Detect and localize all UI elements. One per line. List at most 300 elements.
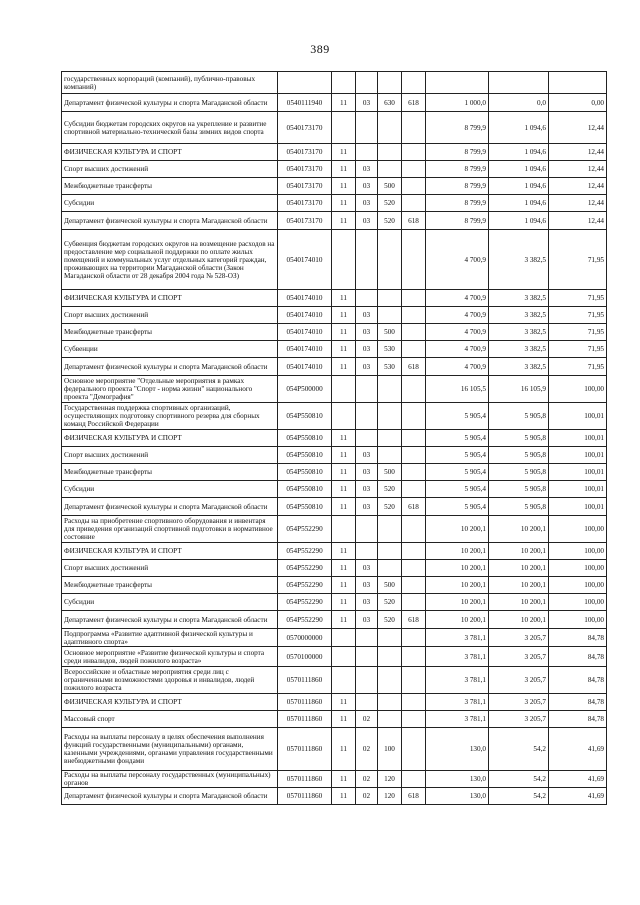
expense-type-code <box>378 161 402 178</box>
expense-type-code <box>378 543 402 560</box>
subsection-code: 03 <box>356 212 378 230</box>
actual-amount: 3 382,5 <box>489 358 549 376</box>
subsection-code: 03 <box>356 611 378 629</box>
target-code: 054P500000 <box>278 376 332 403</box>
admin-code <box>402 112 426 144</box>
expense-type-code <box>378 711 402 728</box>
planned-amount: 5 905,4 <box>426 464 489 481</box>
table-row <box>62 543 607 560</box>
section-code: 11 <box>332 161 356 178</box>
row-name: Субсидии <box>62 594 278 611</box>
table-row <box>62 341 607 358</box>
target-code: 054P552290 <box>278 594 332 611</box>
admin-code <box>402 577 426 594</box>
section-code: 11 <box>332 94 356 112</box>
planned-amount: 3 781,1 <box>426 667 489 694</box>
actual-amount: 3 382,5 <box>489 290 549 307</box>
table-row <box>62 307 607 324</box>
subsection-code <box>356 694 378 711</box>
admin-code <box>402 543 426 560</box>
planned-amount: 16 105,5 <box>426 376 489 403</box>
row-name: Субвенция бюджетам городских округов на возмещение расходов на предоставление мер социальной поддержки по оплате жилых помещений и коммунальных услуг отдельных категорий граждан, проживающих на территории Магаданской области (Закон Магаданской области от 28 декабря 2004 года № 528-ОЗ) <box>62 230 278 290</box>
admin-code <box>402 629 426 647</box>
subsection-code: 03 <box>356 594 378 611</box>
execution-percent: 12,44 <box>549 144 607 161</box>
execution-percent: 71,95 <box>549 341 607 358</box>
actual-amount: 5 905,8 <box>489 464 549 481</box>
row-name: государственных корпораций (компаний), публично-правовых компаний) <box>62 72 278 94</box>
table-row <box>62 324 607 341</box>
table-row <box>62 72 607 94</box>
planned-amount: 3 781,1 <box>426 647 489 667</box>
target-code <box>278 72 332 94</box>
admin-code <box>402 560 426 577</box>
table-row <box>62 711 607 728</box>
row-name: Субвенции <box>62 341 278 358</box>
subsection-code: 03 <box>356 498 378 516</box>
target-code: 0540174010 <box>278 307 332 324</box>
section-code: 11 <box>332 195 356 212</box>
row-name: Межбюджетные трансферты <box>62 464 278 481</box>
table-row <box>62 447 607 464</box>
admin-code <box>402 230 426 290</box>
admin-code <box>402 376 426 403</box>
section-code <box>332 230 356 290</box>
admin-code <box>402 403 426 430</box>
planned-amount: 8 799,9 <box>426 112 489 144</box>
planned-amount: 130,0 <box>426 788 489 805</box>
table-row <box>62 788 607 805</box>
admin-code <box>402 195 426 212</box>
planned-amount: 8 799,9 <box>426 212 489 230</box>
table-row <box>62 112 607 144</box>
actual-amount: 1 094,6 <box>489 212 549 230</box>
admin-code: 618 <box>402 212 426 230</box>
admin-code <box>402 711 426 728</box>
section-code: 11 <box>332 341 356 358</box>
expense-type-code: 520 <box>378 498 402 516</box>
section-code <box>332 667 356 694</box>
target-code: 0570111860 <box>278 694 332 711</box>
expense-type-code <box>378 403 402 430</box>
section-code: 11 <box>332 144 356 161</box>
target-code: 0540173170 <box>278 144 332 161</box>
execution-percent: 12,44 <box>549 195 607 212</box>
row-name: Расходы на приобретение спортивного оборудования и инвентаря для приведения организаций спортивной подготовки в нормативное состояние <box>62 516 278 543</box>
admin-code <box>402 481 426 498</box>
execution-percent: 100,01 <box>549 481 607 498</box>
actual-amount <box>489 72 549 94</box>
table-row <box>62 358 607 376</box>
expense-type-code: 630 <box>378 94 402 112</box>
table-row <box>62 144 607 161</box>
expense-type-code: 520 <box>378 611 402 629</box>
planned-amount: 4 700,9 <box>426 341 489 358</box>
row-name: Департамент физической культуры и спорта Магаданской области <box>62 212 278 230</box>
admin-code <box>402 647 426 667</box>
admin-code: 618 <box>402 94 426 112</box>
row-name: Спорт высших достижений <box>62 560 278 577</box>
subsection-code: 03 <box>356 560 378 577</box>
table-row <box>62 178 607 195</box>
expense-type-code: 500 <box>378 577 402 594</box>
planned-amount: 10 200,1 <box>426 577 489 594</box>
row-name: Субсидии <box>62 195 278 212</box>
target-code: 0570111860 <box>278 728 332 771</box>
planned-amount: 130,0 <box>426 771 489 788</box>
section-code <box>332 376 356 403</box>
planned-amount: 4 700,9 <box>426 324 489 341</box>
planned-amount: 5 905,4 <box>426 430 489 447</box>
subsection-code: 02 <box>356 771 378 788</box>
target-code: 0540174010 <box>278 358 332 376</box>
admin-code <box>402 72 426 94</box>
section-code: 11 <box>332 611 356 629</box>
subsection-code <box>356 516 378 543</box>
expense-type-code <box>378 230 402 290</box>
subsection-code <box>356 403 378 430</box>
section-code: 11 <box>332 711 356 728</box>
section-code <box>332 72 356 94</box>
expense-type-code: 100 <box>378 728 402 771</box>
execution-percent: 100,00 <box>549 543 607 560</box>
target-code: 0540174010 <box>278 324 332 341</box>
execution-percent: 84,78 <box>549 711 607 728</box>
row-name: Государственная поддержка спортивных организаций, осуществляющих подготовку спортивного резерва для сборных команд Российской Федерации <box>62 403 278 430</box>
table-row <box>62 694 607 711</box>
table-row <box>62 290 607 307</box>
expense-type-code <box>378 430 402 447</box>
section-code: 11 <box>332 594 356 611</box>
subsection-code: 03 <box>356 481 378 498</box>
section-code: 11 <box>332 788 356 805</box>
expense-type-code: 520 <box>378 481 402 498</box>
row-name: Основное мероприятие "Отдельные мероприятия в рамках федерального проекта "Спорт - норма жизни" национального проекта "Демография" <box>62 376 278 403</box>
admin-code <box>402 290 426 307</box>
table-row <box>62 728 607 771</box>
subsection-code <box>356 72 378 94</box>
execution-percent: 100,01 <box>549 403 607 430</box>
execution-percent: 0,00 <box>549 94 607 112</box>
execution-percent: 100,01 <box>549 430 607 447</box>
admin-code <box>402 728 426 771</box>
actual-amount: 3 205,7 <box>489 667 549 694</box>
target-code: 0570111860 <box>278 711 332 728</box>
table-row <box>62 464 607 481</box>
actual-amount: 5 905,8 <box>489 430 549 447</box>
table-row <box>62 481 607 498</box>
row-name: ФИЗИЧЕСКАЯ КУЛЬТУРА И СПОРТ <box>62 290 278 307</box>
admin-code <box>402 178 426 195</box>
actual-amount: 10 200,1 <box>489 611 549 629</box>
table-row <box>62 212 607 230</box>
table-row <box>62 498 607 516</box>
actual-amount: 1 094,6 <box>489 195 549 212</box>
target-code: 054P550810 <box>278 403 332 430</box>
target-code: 0570111860 <box>278 788 332 805</box>
planned-amount: 4 700,9 <box>426 358 489 376</box>
execution-percent: 100,00 <box>549 577 607 594</box>
planned-amount: 4 700,9 <box>426 307 489 324</box>
table-row <box>62 629 607 647</box>
target-code: 054P550810 <box>278 481 332 498</box>
subsection-code: 02 <box>356 728 378 771</box>
row-name: Межбюджетные трансферты <box>62 577 278 594</box>
table-row <box>62 611 607 629</box>
subsection-code <box>356 376 378 403</box>
actual-amount: 10 200,1 <box>489 594 549 611</box>
target-code: 0540111940 <box>278 94 332 112</box>
section-code <box>332 647 356 667</box>
actual-amount: 3 382,5 <box>489 341 549 358</box>
table-row <box>62 560 607 577</box>
expense-type-code <box>378 307 402 324</box>
execution-percent <box>549 72 607 94</box>
admin-code <box>402 307 426 324</box>
execution-percent: 84,78 <box>549 647 607 667</box>
subsection-code <box>356 230 378 290</box>
subsection-code <box>356 647 378 667</box>
expense-type-code: 500 <box>378 464 402 481</box>
section-code: 11 <box>332 694 356 711</box>
admin-code <box>402 447 426 464</box>
admin-code <box>402 324 426 341</box>
subsection-code <box>356 112 378 144</box>
actual-amount: 3 205,7 <box>489 711 549 728</box>
section-code <box>332 629 356 647</box>
expense-type-code <box>378 560 402 577</box>
execution-percent: 12,44 <box>549 212 607 230</box>
subsection-code: 03 <box>356 577 378 594</box>
expense-type-code: 520 <box>378 195 402 212</box>
row-name: Основное мероприятие «Развитие физической культуры и спорта среди инвалидов, людей пожилого возраста» <box>62 647 278 667</box>
row-name: Департамент физической культуры и спорта Магаданской области <box>62 611 278 629</box>
actual-amount: 3 205,7 <box>489 629 549 647</box>
target-code: 054P552290 <box>278 543 332 560</box>
actual-amount: 1 094,6 <box>489 178 549 195</box>
admin-code <box>402 161 426 178</box>
target-code: 0570000000 <box>278 629 332 647</box>
subsection-code <box>356 543 378 560</box>
actual-amount: 54,2 <box>489 788 549 805</box>
expense-type-code: 120 <box>378 788 402 805</box>
row-name: Межбюджетные трансферты <box>62 324 278 341</box>
subsection-code: 03 <box>356 161 378 178</box>
actual-amount: 10 200,1 <box>489 560 549 577</box>
target-code: 0540173170 <box>278 195 332 212</box>
execution-percent: 71,95 <box>549 290 607 307</box>
execution-percent: 100,00 <box>549 594 607 611</box>
target-code: 0540173170 <box>278 161 332 178</box>
table-row <box>62 594 607 611</box>
expense-type-code <box>378 290 402 307</box>
row-name: Спорт высших достижений <box>62 161 278 178</box>
expense-type-code <box>378 447 402 464</box>
section-code: 11 <box>332 481 356 498</box>
table-row <box>62 667 607 694</box>
subsection-code <box>356 144 378 161</box>
budget-table <box>61 71 607 805</box>
admin-code <box>402 341 426 358</box>
subsection-code: 03 <box>356 447 378 464</box>
row-name: ФИЗИЧЕСКАЯ КУЛЬТУРА И СПОРТ <box>62 144 278 161</box>
subsection-code: 03 <box>356 94 378 112</box>
planned-amount: 10 200,1 <box>426 560 489 577</box>
admin-code: 618 <box>402 498 426 516</box>
execution-percent: 41,69 <box>549 728 607 771</box>
actual-amount: 10 200,1 <box>489 516 549 543</box>
expense-type-code: 500 <box>378 324 402 341</box>
planned-amount: 8 799,9 <box>426 144 489 161</box>
section-code: 11 <box>332 498 356 516</box>
section-code: 11 <box>332 447 356 464</box>
expense-type-code <box>378 72 402 94</box>
subsection-code: 02 <box>356 711 378 728</box>
actual-amount: 1 094,6 <box>489 144 549 161</box>
expense-type-code <box>378 694 402 711</box>
table-row <box>62 230 607 290</box>
actual-amount: 5 905,8 <box>489 498 549 516</box>
admin-code <box>402 594 426 611</box>
target-code: 054P552290 <box>278 516 332 543</box>
row-name: Департамент физической культуры и спорта Магаданской области <box>62 498 278 516</box>
table-body <box>62 72 607 805</box>
actual-amount: 54,2 <box>489 728 549 771</box>
row-name: ФИЗИЧЕСКАЯ КУЛЬТУРА И СПОРТ <box>62 543 278 560</box>
execution-percent: 12,44 <box>549 112 607 144</box>
target-code: 0540174010 <box>278 341 332 358</box>
expense-type-code <box>378 629 402 647</box>
planned-amount: 3 781,1 <box>426 629 489 647</box>
planned-amount: 3 781,1 <box>426 694 489 711</box>
target-code: 054P550810 <box>278 498 332 516</box>
actual-amount: 3 382,5 <box>489 230 549 290</box>
section-code: 11 <box>332 560 356 577</box>
admin-code <box>402 771 426 788</box>
actual-amount: 5 905,8 <box>489 481 549 498</box>
planned-amount <box>426 72 489 94</box>
row-name: Межбюджетные трансферты <box>62 178 278 195</box>
section-code <box>332 403 356 430</box>
target-code: 0570111860 <box>278 771 332 788</box>
actual-amount: 1 094,6 <box>489 161 549 178</box>
execution-percent: 84,78 <box>549 667 607 694</box>
actual-amount: 5 905,8 <box>489 447 549 464</box>
actual-amount: 5 905,8 <box>489 403 549 430</box>
row-name: ФИЗИЧЕСКАЯ КУЛЬТУРА И СПОРТ <box>62 430 278 447</box>
row-name: Субсидии <box>62 481 278 498</box>
target-code: 054P552290 <box>278 611 332 629</box>
table-row <box>62 577 607 594</box>
planned-amount: 3 781,1 <box>426 711 489 728</box>
section-code: 11 <box>332 543 356 560</box>
table-row <box>62 516 607 543</box>
subsection-code: 03 <box>356 464 378 481</box>
execution-percent: 41,69 <box>549 788 607 805</box>
expense-type-code: 530 <box>378 358 402 376</box>
actual-amount: 3 382,5 <box>489 324 549 341</box>
execution-percent: 71,95 <box>549 307 607 324</box>
subsection-code: 03 <box>356 307 378 324</box>
subsection-code <box>356 629 378 647</box>
subsection-code <box>356 290 378 307</box>
section-code <box>332 112 356 144</box>
planned-amount: 5 905,4 <box>426 403 489 430</box>
section-code: 11 <box>332 464 356 481</box>
admin-code <box>402 144 426 161</box>
section-code: 11 <box>332 358 356 376</box>
admin-code: 618 <box>402 611 426 629</box>
row-name: Департамент физической культуры и спорта Магаданской области <box>62 94 278 112</box>
admin-code <box>402 694 426 711</box>
target-code: 0570111860 <box>278 667 332 694</box>
actual-amount: 10 200,1 <box>489 577 549 594</box>
table-row <box>62 403 607 430</box>
target-code: 054P552290 <box>278 560 332 577</box>
section-code: 11 <box>332 178 356 195</box>
execution-percent: 84,78 <box>549 694 607 711</box>
subsection-code <box>356 430 378 447</box>
planned-amount: 10 200,1 <box>426 594 489 611</box>
section-code: 11 <box>332 324 356 341</box>
table-row <box>62 430 607 447</box>
execution-percent: 41,69 <box>549 771 607 788</box>
section-code: 11 <box>332 577 356 594</box>
execution-percent: 100,00 <box>549 560 607 577</box>
target-code: 0570100000 <box>278 647 332 667</box>
actual-amount: 3 205,7 <box>489 694 549 711</box>
row-name: Массовый спорт <box>62 711 278 728</box>
admin-code <box>402 516 426 543</box>
execution-percent: 100,00 <box>549 376 607 403</box>
planned-amount: 8 799,9 <box>426 161 489 178</box>
target-code: 0540173170 <box>278 112 332 144</box>
actual-amount: 1 094,6 <box>489 112 549 144</box>
expense-type-code: 520 <box>378 594 402 611</box>
table-row <box>62 771 607 788</box>
expense-type-code <box>378 516 402 543</box>
table-row <box>62 376 607 403</box>
subsection-code: 03 <box>356 324 378 341</box>
execution-percent: 71,95 <box>549 230 607 290</box>
actual-amount: 10 200,1 <box>489 543 549 560</box>
table-row <box>62 161 607 178</box>
execution-percent: 84,78 <box>549 629 607 647</box>
admin-code: 618 <box>402 788 426 805</box>
planned-amount: 4 700,9 <box>426 290 489 307</box>
target-code: 054P550810 <box>278 464 332 481</box>
admin-code <box>402 430 426 447</box>
target-code: 0540174010 <box>278 290 332 307</box>
actual-amount: 16 105,9 <box>489 376 549 403</box>
expense-type-code <box>378 667 402 694</box>
admin-code: 618 <box>402 358 426 376</box>
row-name: ФИЗИЧЕСКАЯ КУЛЬТУРА И СПОРТ <box>62 694 278 711</box>
execution-percent: 100,00 <box>549 516 607 543</box>
actual-amount: 3 382,5 <box>489 307 549 324</box>
planned-amount: 10 200,1 <box>426 611 489 629</box>
planned-amount: 1 000,0 <box>426 94 489 112</box>
planned-amount: 10 200,1 <box>426 543 489 560</box>
execution-percent: 100,00 <box>549 611 607 629</box>
subsection-code <box>356 667 378 694</box>
table-row <box>62 647 607 667</box>
subsection-code: 03 <box>356 195 378 212</box>
section-code <box>332 516 356 543</box>
execution-percent: 12,44 <box>549 161 607 178</box>
table-row <box>62 195 607 212</box>
planned-amount: 5 905,4 <box>426 498 489 516</box>
